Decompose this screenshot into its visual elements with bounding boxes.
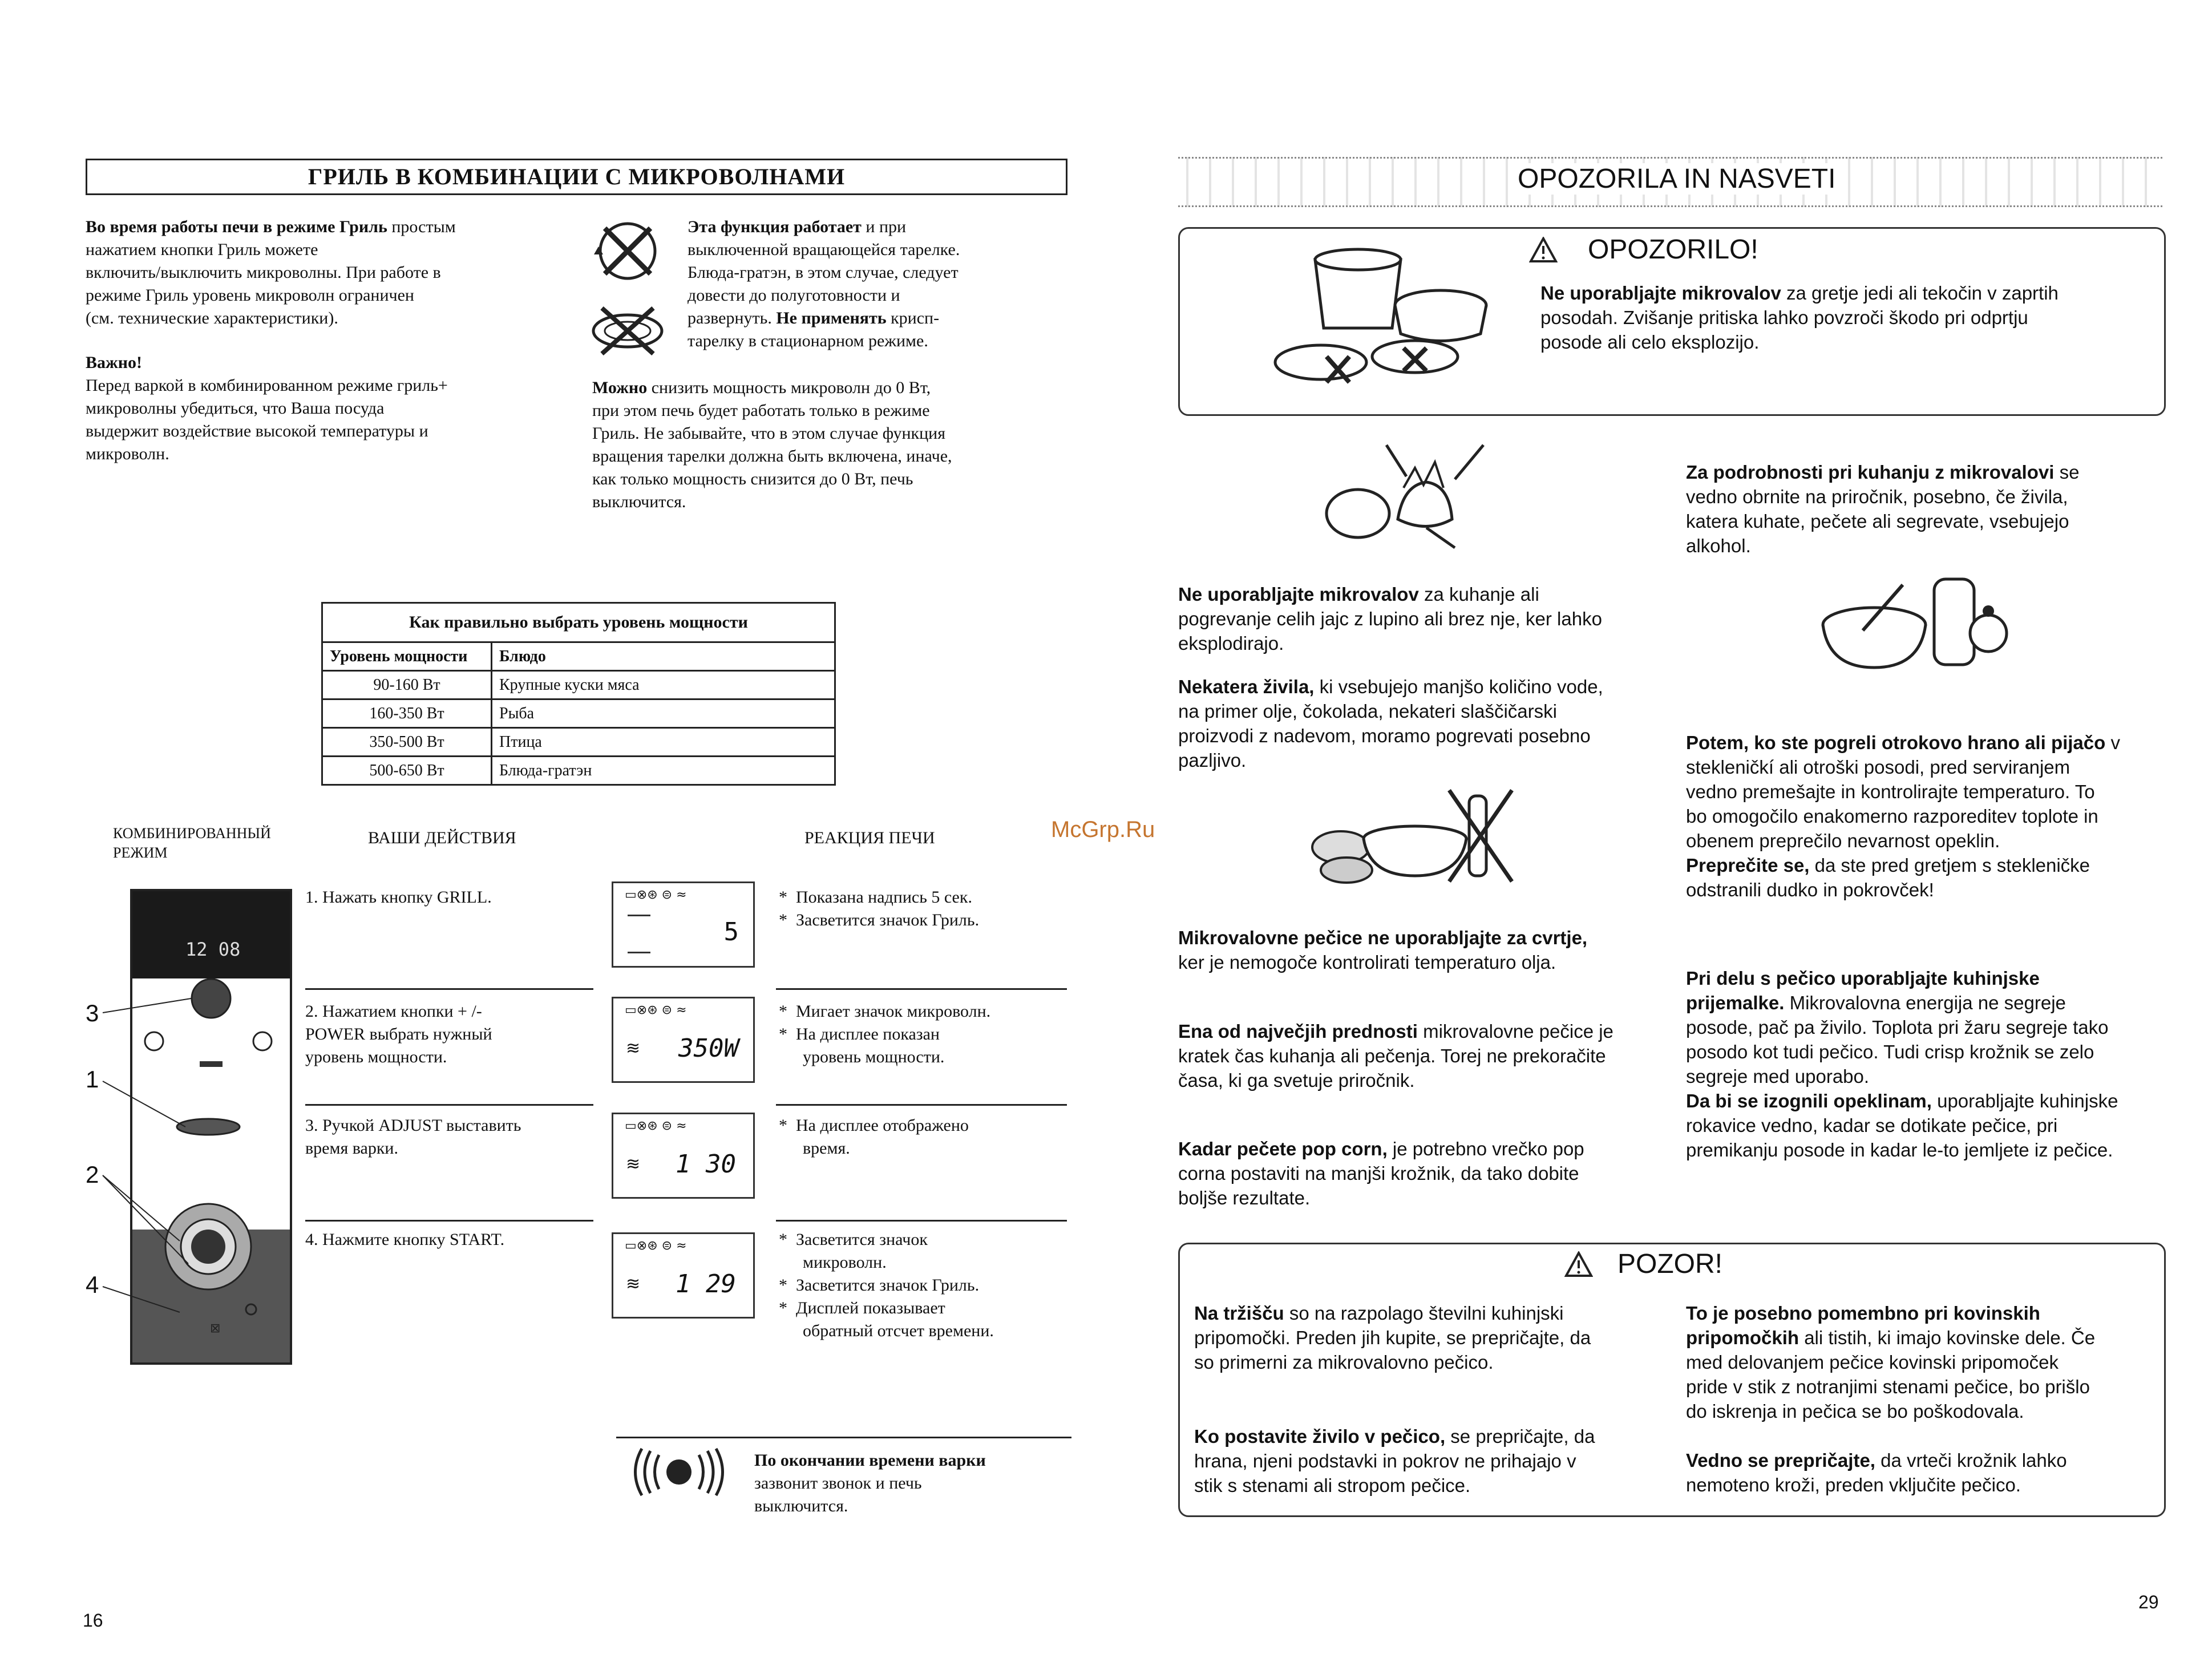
warning-triangle-icon bbox=[1564, 1251, 1593, 1277]
reaction-line: Дисплей показывает bbox=[796, 1299, 945, 1317]
power-level-table bbox=[321, 602, 836, 786]
actions-heading: ВАШИ ДЕЙСТВИЯ bbox=[368, 828, 516, 847]
important-line: Перед варкой в комбинированном режиме гриль+ bbox=[86, 376, 448, 395]
para-line: hrana, njeni podstavki in pokrov ne prihajajo v bbox=[1194, 1450, 1576, 1471]
important-heading: Важно! bbox=[86, 353, 143, 372]
para-line: pogrevanje celih jajc z lupino ali brez nje, ker lahko bbox=[1178, 608, 1602, 629]
step-divider bbox=[776, 1104, 1067, 1106]
turntable-note-line1: и при bbox=[861, 217, 907, 236]
baby-food-illustration bbox=[1817, 562, 2023, 676]
lcd-display-step-1 bbox=[612, 881, 755, 968]
important-line: микроволн. bbox=[86, 444, 169, 463]
step-1-reaction bbox=[779, 886, 1075, 932]
lcd-value: 350W bbox=[678, 1034, 739, 1063]
step-action-line: 2. Нажатием кнопки + /- bbox=[305, 1002, 482, 1021]
para-line: da vrteči krožnik lahko bbox=[1875, 1450, 2067, 1471]
step-4-action bbox=[305, 1228, 591, 1251]
eggs-paragraph bbox=[1178, 582, 1663, 656]
opozorilo-line: posode ali celo eksplozijo. bbox=[1540, 331, 1760, 353]
para-bold: Pri delu s pečico uporabljajte kuhinjske bbox=[1686, 968, 2040, 989]
bell-divider bbox=[616, 1437, 1071, 1438]
para-line: med delovanjem pečice kovinski pripomoček bbox=[1686, 1352, 2059, 1373]
para-line: so primerni za mikrovalovno pečico. bbox=[1194, 1352, 1494, 1373]
microwave-indicator-icon: ≋ bbox=[626, 1274, 641, 1294]
reaction-line: Засветится значок Гриль. bbox=[796, 1276, 980, 1295]
panel-clock: 12 08 bbox=[185, 939, 241, 960]
step-4-reaction bbox=[779, 1228, 1075, 1342]
para-line: posode, pač pa živilo. Toplota pri žaru segreje tako bbox=[1686, 1017, 2109, 1038]
turntable-note bbox=[688, 216, 1087, 353]
bullet: * bbox=[779, 1025, 787, 1044]
callout-1: 1 bbox=[86, 1066, 99, 1093]
lcd-icons: ▭⊗⊛ ⊜ ≈ bbox=[625, 1119, 687, 1133]
step-action-line: 4. Нажмите кнопку START. bbox=[305, 1230, 505, 1249]
intro-paragraph bbox=[86, 216, 559, 330]
para-line: eksplodirajo. bbox=[1178, 633, 1284, 654]
para-line: kratek čas kuhanja ali pečenja. Torej ne prekoračite bbox=[1178, 1045, 1606, 1066]
para-line: vedno obrnite na priročnik, posebno, če živila, bbox=[1686, 486, 2068, 507]
reaction-line: Засветится значок bbox=[796, 1230, 928, 1249]
para-bold: To je posebno pomembno pri kovinskih bbox=[1686, 1303, 2040, 1324]
para-line: alkohol. bbox=[1686, 535, 1751, 556]
para-line: nemoteno kroži, preden vključite pečico. bbox=[1686, 1474, 2021, 1495]
para-bold: Potem, ko ste pogreli otrokovo hrano ali pijačo bbox=[1686, 732, 2106, 753]
callout-2: 2 bbox=[86, 1161, 99, 1188]
important-line: микроволны убедиться, что Ваша посуда bbox=[86, 399, 385, 418]
para-line: premikanju posode in kadar le-to jemljete iz pečice. bbox=[1686, 1139, 2113, 1160]
turntable-note-line: тарелку в стационарном режиме. bbox=[688, 331, 928, 350]
step-divider bbox=[776, 988, 1067, 990]
para-line: mikrovalovne pečice je bbox=[1417, 1021, 1613, 1042]
para-line: vedno premešajte in kontrolirajte temperaturo. To bbox=[1686, 781, 2095, 802]
para-line: je potrebno vrečko pop bbox=[1387, 1138, 1584, 1159]
lcd-icons: ▭⊗⊛ ⊜ ≈ bbox=[625, 888, 687, 902]
step-2-action bbox=[305, 1000, 591, 1069]
exploding-egg-illustration bbox=[1312, 434, 1506, 559]
reaction-line: На дисплее показан bbox=[796, 1025, 940, 1044]
table-row bbox=[322, 699, 835, 728]
turntable-off-icon bbox=[591, 217, 665, 285]
step-action-line: POWER выбрать нужный bbox=[305, 1025, 492, 1044]
warning-triangle-icon bbox=[1529, 237, 1558, 263]
para-line: ki vsebujejo manjšo količino vode, bbox=[1314, 676, 1603, 697]
dish-cell: Рыба bbox=[492, 699, 835, 728]
power-cell: 500-650 Вт bbox=[322, 757, 492, 785]
turntable-note-line: развернуть. bbox=[688, 309, 772, 327]
para-line: posodo kot tudi pečico. Tudi crisp krožnik se zelo bbox=[1686, 1041, 2094, 1062]
dish-cell: Блюда-гратэн bbox=[492, 757, 835, 785]
para-line: katera kuhate, pečete ali segrevate, vsebujejo bbox=[1686, 511, 2069, 532]
para-line: da ste pred gretjem s stekleničke bbox=[1809, 855, 2090, 876]
para-bold: Ena od največjih prednosti bbox=[1178, 1021, 1418, 1042]
table-row bbox=[322, 728, 835, 757]
zero-power-line: при этом печь будет работать только в режиме bbox=[592, 401, 930, 420]
lcd-icons: ▭⊗⊛ ⊜ ≈ bbox=[625, 1239, 687, 1253]
para-bold: Ko postavite živilo v pečico, bbox=[1194, 1426, 1446, 1447]
left-page-title: ГРИЛЬ В КОМБИНАЦИИ С МИКРОВОЛНАМИ bbox=[86, 159, 1067, 195]
power-cell: 90-160 Вт bbox=[322, 671, 492, 699]
zero-power-lead: Можно bbox=[592, 378, 648, 397]
dish-cell: Крупные куски мяса bbox=[492, 671, 835, 699]
reaction-line: Засветится значок Гриль. bbox=[796, 911, 980, 929]
bullet: * bbox=[779, 1276, 787, 1295]
reaction-line: микроволн. bbox=[803, 1253, 887, 1272]
power-cell: 160-350 Вт bbox=[322, 699, 492, 728]
step-divider bbox=[776, 1220, 1067, 1222]
step-3-reaction bbox=[779, 1114, 1075, 1160]
reaction-line: На дисплее отображено bbox=[796, 1116, 969, 1135]
para-line: ali tistih, ki imajo kovinske dele. Če bbox=[1799, 1327, 2096, 1348]
para-line: obenem preprečilo nevarnost opeklin. bbox=[1686, 830, 2000, 851]
reaction-line: Показана надпись 5 сек. bbox=[796, 888, 972, 907]
pozor-right-para-2 bbox=[1686, 1448, 2160, 1497]
para-bold: Vedno se prepričajte, bbox=[1686, 1450, 1875, 1471]
lcd-icons: ▭⊗⊛ ⊜ ≈ bbox=[625, 1003, 687, 1017]
step-1-action bbox=[305, 886, 591, 909]
intro-line: включить/выключить микроволны. При работе в bbox=[86, 263, 441, 282]
bullet: * bbox=[779, 911, 787, 929]
para-line: se bbox=[2054, 462, 2080, 483]
step-3-action bbox=[305, 1114, 591, 1160]
zero-power-note bbox=[592, 377, 1094, 513]
opozorilo-line: posodah. Zvišanje pritiska lahko povzroči škodo pri odprtju bbox=[1540, 307, 2028, 328]
pozor-left-para-2 bbox=[1194, 1424, 1673, 1498]
para-line: za kuhanje ali bbox=[1418, 584, 1539, 605]
para-line: odstranili dudko in pokrovček! bbox=[1686, 879, 1934, 900]
popcorn-paragraph bbox=[1178, 1137, 1663, 1210]
para-line: segreje med uporabo. bbox=[1686, 1066, 1870, 1087]
bullet: * bbox=[779, 1002, 787, 1021]
mode-heading-line2: РЕЖИМ bbox=[113, 844, 168, 861]
zero-power-line: как только мощность снизится до 0 Вт, печь bbox=[592, 470, 913, 488]
reaction-line: уровень мощности. bbox=[803, 1048, 945, 1066]
para-line: pripomočki. Preden jih kupite, se prepričajte, da bbox=[1194, 1327, 1591, 1348]
sealed-containers-illustration bbox=[1269, 242, 1509, 397]
no-frying-illustration bbox=[1307, 785, 1529, 893]
turntable-note-line: Блюда-гратэн, в этом случае, следует bbox=[688, 263, 959, 282]
para-bold: Na tržišču bbox=[1194, 1303, 1284, 1324]
intro-line: режиме Гриль уровень микроволн ограничен bbox=[86, 286, 414, 305]
opozorilo-bold: Ne uporabljajte mikrovalov bbox=[1540, 282, 1781, 304]
bell-note-lead: По окончании времени варки bbox=[754, 1451, 986, 1470]
bullet: * bbox=[779, 888, 787, 907]
bullet: * bbox=[779, 1299, 787, 1317]
pozor-heading: POZOR! bbox=[1617, 1249, 1723, 1279]
baby-food-paragraph bbox=[1686, 730, 2165, 902]
reaction-line: обратный отсчет времени. bbox=[803, 1321, 994, 1340]
turntable-note-line: довести до полуготовности и bbox=[688, 286, 900, 305]
para-bold: Kadar pečete pop corn, bbox=[1178, 1138, 1388, 1159]
para-bold: Mikrovalovne pečice ne uporabljajte za cvrtje, bbox=[1178, 927, 1588, 948]
lcd-value: 1 30 bbox=[676, 1150, 736, 1179]
para-line: na primer olje, čokolada, nekateri slaščičarski bbox=[1178, 701, 1557, 722]
dish-cell: Птица bbox=[492, 728, 835, 757]
para-bold: Ne uporabljajte mikrovalov bbox=[1178, 584, 1419, 605]
step-divider bbox=[305, 988, 593, 990]
microwave-indicator-icon: ≋ bbox=[626, 1154, 641, 1174]
para-bold: Da bi se izognili opeklinam, bbox=[1686, 1090, 1932, 1111]
low-water-foods-paragraph bbox=[1178, 674, 1663, 773]
para-line: corna postaviti na manjši krožnik, da tako dobite bbox=[1178, 1163, 1579, 1184]
para-line: stik s stenami ali stropom pečice. bbox=[1194, 1475, 1471, 1496]
para-line: bo omogočilo enakomerno razporeditev toplote in bbox=[1686, 806, 2098, 827]
important-paragraph bbox=[86, 351, 559, 466]
bullet: * bbox=[779, 1116, 787, 1135]
power-table-col-power: Уровень мощности bbox=[322, 642, 492, 671]
para-bold: Preprečite se, bbox=[1686, 855, 1810, 876]
lcd-segment bbox=[628, 952, 650, 953]
bell-note-line: зазвонит звонок и печь bbox=[754, 1474, 922, 1493]
table-row bbox=[322, 757, 835, 785]
step-action-line: время варки. bbox=[305, 1139, 398, 1158]
turntable-note-lead: Эта функция работает bbox=[688, 217, 862, 236]
lcd-display-step-2 bbox=[612, 997, 755, 1083]
power-table-col-dish: Блюдо bbox=[492, 642, 835, 671]
turntable-note-line: выключенной вращающейся тарелке. bbox=[688, 240, 960, 259]
step-action-line: 1. Нажать кнопку GRILL. bbox=[305, 888, 492, 907]
pozor-right-para-1 bbox=[1686, 1301, 2160, 1424]
power-cell: 350-500 Вт bbox=[322, 728, 492, 757]
step-action-line: 3. Ручкой ADJUST выставить bbox=[305, 1116, 521, 1135]
table-row bbox=[322, 671, 835, 699]
step-2-reaction bbox=[779, 1000, 1075, 1069]
intro-line1: простым bbox=[387, 217, 456, 236]
zero-power-line: вращения тарелки должна быть включена, иначе, bbox=[592, 447, 952, 466]
reaction-line: время. bbox=[803, 1139, 850, 1158]
power-table-title: Как правильно выбрать уровень мощности bbox=[322, 603, 835, 642]
callout-4: 4 bbox=[86, 1271, 99, 1298]
callout-3: 3 bbox=[86, 1000, 99, 1026]
bell-sound-icon bbox=[628, 1446, 730, 1498]
svg-text:⊠: ⊠ bbox=[210, 1321, 221, 1336]
right-page-title: OPOZORILA IN NASVETI bbox=[1513, 163, 1840, 195]
lcd-segment bbox=[628, 915, 650, 916]
mode-heading-line1: КОМБИНИРОВАННЫЙ bbox=[113, 825, 271, 842]
lcd-display-step-3 bbox=[612, 1113, 755, 1199]
opozorilo-text bbox=[1540, 281, 2157, 354]
bell-note-line: выключится. bbox=[754, 1497, 848, 1515]
bullet: * bbox=[779, 1230, 787, 1249]
right-page-number: 29 bbox=[2138, 1592, 2159, 1612]
reaction-heading: РЕАКЦИЯ ПЕЧИ bbox=[804, 828, 935, 847]
para-bold: pripomočkih bbox=[1686, 1327, 1799, 1348]
para-line: do iskrenja in pečica se bo poškodovala. bbox=[1686, 1401, 2024, 1422]
step-divider bbox=[305, 1104, 593, 1106]
para-line: se prepričajte, da bbox=[1445, 1426, 1595, 1447]
para-line: ker je nemogoče kontrolirati temperaturo olja. bbox=[1178, 952, 1556, 973]
intro-lead: Во время работы печи в режиме Гриль bbox=[86, 217, 387, 236]
zero-power-line: Гриль. Не забывайте, что в этом случае функция bbox=[592, 424, 945, 443]
pozor-left-para-1 bbox=[1194, 1301, 1673, 1374]
step-action-line: уровень мощности. bbox=[305, 1048, 447, 1066]
para-line: v bbox=[2105, 732, 2120, 753]
left-page-number: 16 bbox=[83, 1610, 103, 1631]
alcohol-paragraph bbox=[1686, 460, 2165, 558]
microwave-indicator-icon: ≋ bbox=[626, 1038, 641, 1058]
turntable-note-line: крисп- bbox=[886, 309, 940, 327]
para-line: so na razpolago številni kuhinjski bbox=[1284, 1303, 1564, 1324]
watermark: McGrp.Ru bbox=[1051, 817, 1155, 842]
frying-paragraph bbox=[1178, 925, 1663, 974]
reaction-line: Мигает значок микроволн. bbox=[796, 1002, 991, 1021]
step-divider bbox=[305, 1220, 593, 1222]
para-line: časa, ki ga svetuje priročnik. bbox=[1178, 1070, 1415, 1091]
oven-mitts-paragraph bbox=[1686, 966, 2165, 1162]
para-bold: prijemalke. bbox=[1686, 992, 1785, 1013]
para-line: stekleničkí ali otroški posodi, pred serviranjem bbox=[1686, 757, 2071, 778]
para-bold: Za podrobnosti pri kuhanju z mikrovalovi bbox=[1686, 462, 2055, 483]
opozorilo-line: za gretje jedi ali tekočin v zaprtih bbox=[1781, 282, 2059, 304]
crisp-plate-crossed-icon bbox=[588, 300, 668, 357]
zero-power-line: выключится. bbox=[592, 492, 686, 511]
para-line: rokavice vedno, kadar se dotikate pečice, pri bbox=[1686, 1115, 2058, 1136]
turntable-note-bold: Не применять bbox=[771, 309, 887, 327]
lcd-value: 5 bbox=[723, 917, 739, 947]
para-line: pride v stik z notranjimi stenami pečice, bo prišlo bbox=[1686, 1376, 2090, 1397]
lcd-display-step-4 bbox=[612, 1232, 755, 1319]
important-line: выдержит воздействие высокой температуры и bbox=[86, 422, 428, 440]
opozorilo-heading: OPOZORILO! bbox=[1588, 234, 1758, 265]
intro-line: нажатием кнопки Гриль можете bbox=[86, 240, 318, 259]
para-line: boljše rezultate. bbox=[1178, 1187, 1311, 1208]
para-line: pazljivo. bbox=[1178, 750, 1247, 771]
para-line: Mikrovalovna energija ne segreje bbox=[1784, 992, 2066, 1013]
para-bold: Nekatera živila, bbox=[1178, 676, 1315, 697]
para-line: proizvodi z nadevom, moramo pogrevati posebno bbox=[1178, 725, 1591, 746]
bell-note bbox=[754, 1449, 1074, 1518]
intro-line: (см. технические характеристики). bbox=[86, 309, 338, 327]
lcd-value: 1 29 bbox=[676, 1269, 736, 1299]
mode-heading bbox=[113, 824, 271, 863]
cooking-time-paragraph bbox=[1178, 1019, 1663, 1093]
zero-power-line: снизить мощность микроволн до 0 Вт, bbox=[647, 378, 931, 397]
para-line: uporabljajte kuhinjske bbox=[1931, 1090, 2118, 1111]
